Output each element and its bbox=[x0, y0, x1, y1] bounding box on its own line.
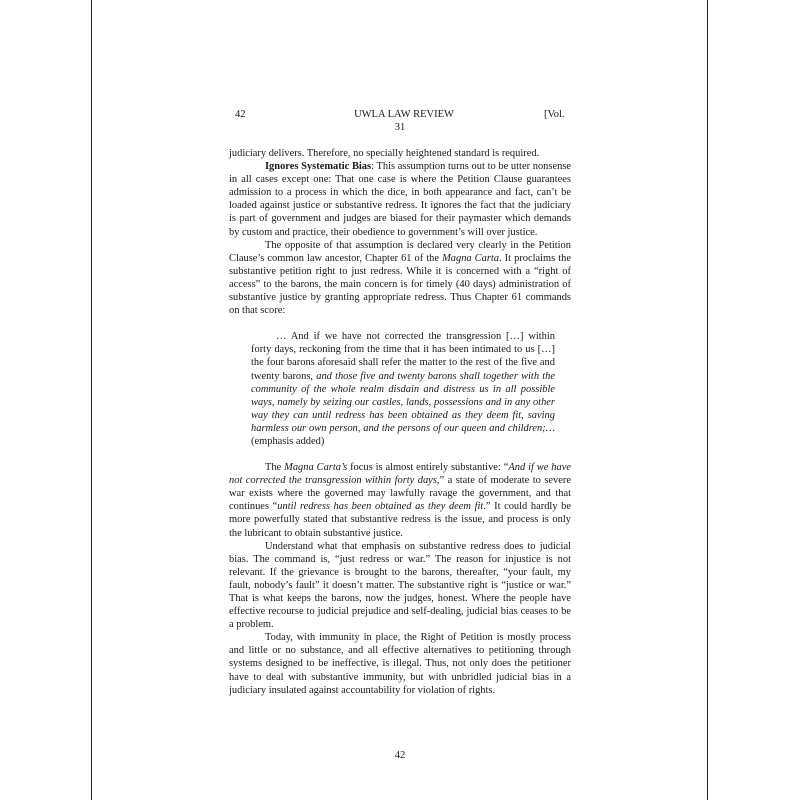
paragraph-immunity: Today, with immunity in place, the Right of Petition is mostly process and little or no substance, and all effective alternatives to petitioning through systems designed to be ineffective, is illegal. Thus, not only does the petitioner have to deal with substantive immunity, but with unbridled judicial bias in a judiciary insulated against accountability for violation of rights. bbox=[229, 632, 571, 696]
italic-text: Magna Carta bbox=[442, 252, 500, 264]
quote-text: (emphasis added) bbox=[251, 435, 325, 447]
header-volume-label: [Vol. bbox=[544, 109, 565, 120]
paragraph-systematic-bias bbox=[229, 160, 571, 239]
italic-text: Magna Carta’s bbox=[284, 462, 348, 474]
paragraph-magna-carta bbox=[229, 239, 571, 318]
header-journal-title: UWLA LAW REVIEW bbox=[354, 109, 454, 120]
quote-italic-text: and those five and twenty barons shall together with the community of the whole realm disdain and distress us in all possible ways, namely by seizing our castles, lands, possessions and in any other way they can until redress has been obtained as they deem fit, saving harmless our own person, and the persons of our queen and children;… bbox=[251, 370, 555, 434]
italic-text: And if we have not corrected the transgression within forty days bbox=[229, 462, 571, 487]
header-page-number: 42 bbox=[235, 109, 246, 120]
paragraph-text: : This assumption turns out to be utter nonsense in all cases except one: That one case is where the Petition Clause guarantees admission to a process in which the dice, in both appearance and fact, can’t be loaded against justice or substantive redress. It ignores the fact that the judiciary is part of government and judges are biased for their paymaster which demands by custom and practice, their obedience to government’s will over justice. bbox=[229, 161, 572, 238]
paragraph-text: The opposite of that assumption is declared very clearly in the Petition Clause’s common law ancestor, Chapter 61 of the bbox=[229, 239, 571, 264]
paragraph-text: . It proclaims the substantive petition right to just redress. While it is concerned with a “right of access” to the barons, the main concern is for timely (40 days) administration of substantive justice by granting appropriate redress. Thus Chapter 61 commands on that score: bbox=[229, 252, 572, 317]
paragraph-text: The bbox=[265, 462, 285, 474]
paragraph-continuation: judiciary delivers. Therefore, no specially heightened standard is required. bbox=[229, 148, 540, 159]
header-volume-number: 31 bbox=[394, 122, 406, 133]
italic-text: until redress has been obtained as they deem fit bbox=[277, 501, 484, 513]
paragraph-text: .” It could hardly be more powerfully stated that substantive redress is the issue, and process is only the lubricant to obtain substantive justice. bbox=[229, 501, 571, 539]
paragraph-text: ,” a state of moderate to severe war exists where the governed may lawfully ravage the government, and that continues “ bbox=[229, 475, 571, 513]
paragraph-focus bbox=[229, 461, 571, 540]
block-quote bbox=[251, 330, 555, 448]
paragraph-text: focus is almost entirely substantive: “ bbox=[347, 462, 509, 474]
article-body bbox=[229, 147, 571, 697]
section-heading: Ignores Systematic Bias bbox=[265, 161, 372, 173]
footer-page-number: 42 bbox=[394, 750, 406, 761]
quote-paragraph bbox=[251, 330, 555, 448]
paragraph-judicial-bias: Understand what that emphasis on substantive redress does to judicial bias. The command is, “just redress or war.” The reason for injustice is not relevant. If the grievance is brought to the barons, thereafter, “your fault, my fault, nobody’s fault” it doesn’t matter. The substantive right is “justice or war.” That is what keeps the barons, now the judges, honest. Where the people have effective recourse to judicial prejudice and self-dealing, judicial bias ceases to be a problem. bbox=[229, 540, 571, 631]
quote-text: … And if we have not corrected the transgression […] within forty days, reckoning from the time that it has been intimated to us […] the four barons aforesaid shall refer the matter to the rest of the five and twenty barons, bbox=[251, 331, 555, 382]
